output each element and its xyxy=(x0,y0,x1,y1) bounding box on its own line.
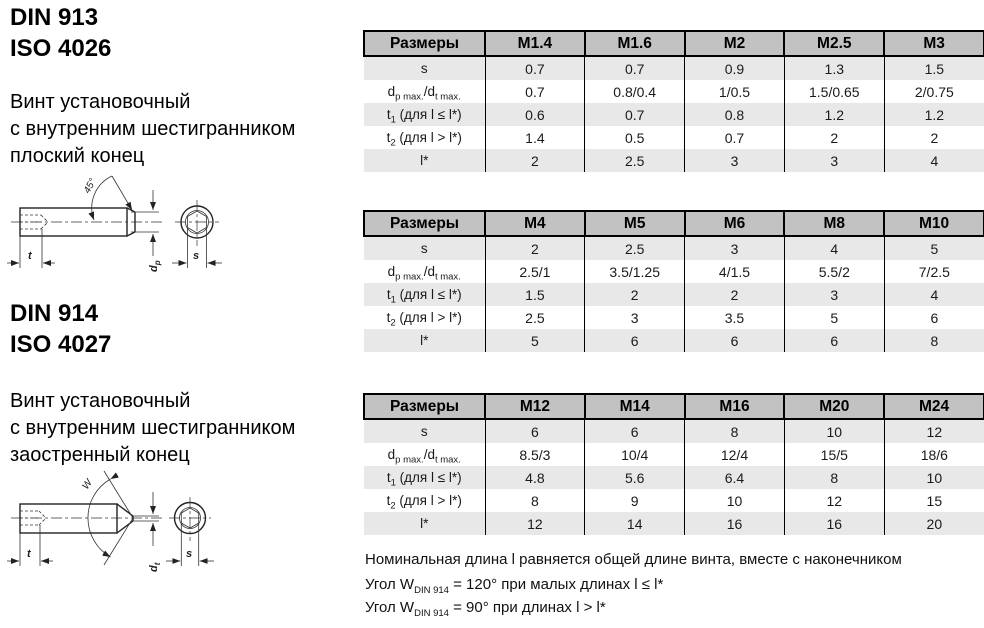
table-row xyxy=(364,306,984,329)
table-cell: 16 xyxy=(784,512,884,535)
table-row xyxy=(364,443,984,466)
table-cell: 2.5 xyxy=(585,149,685,172)
subscript: 1 xyxy=(390,294,396,306)
text-segment: /d xyxy=(423,447,435,462)
column-header: M5 xyxy=(585,211,685,236)
column-header: M1.4 xyxy=(485,31,585,56)
table-cell: 6 xyxy=(585,329,685,352)
table-cell: 18/6 xyxy=(884,443,984,466)
table-cell: 0.8 xyxy=(685,103,785,126)
end-view xyxy=(175,200,219,246)
table-cell: 1.5 xyxy=(485,283,585,306)
column-header: M16 xyxy=(685,394,785,419)
text-segment: t xyxy=(386,130,391,145)
column-header: M14 xyxy=(585,394,685,419)
row-label xyxy=(364,149,485,172)
table-cell: 1.3 xyxy=(784,56,884,80)
table-cell: 8 xyxy=(685,419,785,443)
column-header: M4 xyxy=(485,211,585,236)
table-cell: 2/0.75 xyxy=(884,80,984,103)
table-cell: 16 xyxy=(685,512,785,535)
subscript: t max. xyxy=(434,91,461,103)
iso-number: ISO 4026 xyxy=(10,35,112,62)
table-row xyxy=(364,489,984,512)
dimension-table xyxy=(363,393,984,535)
text-segment: s xyxy=(420,241,428,256)
socket-depth-label: t xyxy=(27,548,31,560)
text-segment: /d xyxy=(423,264,435,279)
row-label xyxy=(364,126,485,149)
hex-size-label: s xyxy=(193,250,200,262)
table-cell: 2 xyxy=(485,149,585,172)
text-segment: d xyxy=(387,447,396,462)
table-cell: 4.8 xyxy=(485,466,585,489)
text-segment: t xyxy=(386,493,391,508)
table-row xyxy=(364,512,984,535)
hex-size-dimension xyxy=(166,524,214,566)
table-cell: 6.4 xyxy=(685,466,785,489)
table-cell: 3.5/1.25 xyxy=(585,260,685,283)
table-cell: 2.5 xyxy=(585,236,685,260)
table-cell: 6 xyxy=(585,419,685,443)
column-header: M20 xyxy=(784,394,884,419)
text-segment: t xyxy=(386,470,391,485)
row-label xyxy=(364,306,485,329)
table-cell: 6 xyxy=(884,306,984,329)
table-cell: 1/0.5 xyxy=(685,80,785,103)
socket-depth-dimension xyxy=(7,229,55,268)
table-row xyxy=(364,56,984,80)
row-label xyxy=(364,283,485,306)
tip-diameter-label: $d_t$ xyxy=(148,562,162,572)
row-label xyxy=(364,56,485,80)
column-header: M8 xyxy=(784,211,884,236)
table-header-sizes: Размеры xyxy=(364,394,485,419)
description-line: с внутренним шестигранником xyxy=(10,118,296,140)
subscript: t max. xyxy=(434,454,461,466)
table-row xyxy=(364,283,984,306)
text-segment: t xyxy=(386,310,391,325)
text-segment: (для l ≤ l*) xyxy=(395,287,462,302)
subscript: t max. xyxy=(434,271,461,283)
table-cell: 2 xyxy=(784,126,884,149)
dimension-table-small xyxy=(363,30,984,172)
text-segment: (для l > l*) xyxy=(395,130,462,145)
table-cell: 0.7 xyxy=(585,56,685,80)
row-label xyxy=(364,419,485,443)
table-cell: 2 xyxy=(485,236,585,260)
table-cell: 12 xyxy=(485,512,585,535)
table-cell: 5 xyxy=(784,306,884,329)
description-line: заостренный конец xyxy=(10,444,190,466)
cone-point xyxy=(117,504,133,533)
text-segment: (для l ≤ l*) xyxy=(395,470,462,485)
text-segment: Угол W xyxy=(365,576,415,593)
table-cell: 2 xyxy=(585,283,685,306)
table-header-sizes: Размеры xyxy=(364,31,485,56)
subscript: 1 xyxy=(390,114,396,126)
text-segment: Номинальная длина l равняется общей длине винта, вместе с наконечником xyxy=(365,551,902,568)
row-label xyxy=(364,260,485,283)
table-cell: 12/4 xyxy=(685,443,785,466)
dimension-table-medium xyxy=(363,210,984,352)
table-cell: 2 xyxy=(884,126,984,149)
table-row xyxy=(364,329,984,352)
standard-heading-din913 xyxy=(10,2,111,64)
table-row xyxy=(364,260,984,283)
row-label xyxy=(364,443,485,466)
table-row xyxy=(364,466,984,489)
text-segment: l* xyxy=(420,153,429,168)
text-segment: = 120° при малых длинах l ≤ l* xyxy=(448,576,664,593)
text-segment: = 90° при длинах l > l* xyxy=(448,599,606,616)
table-cell: 2 xyxy=(685,283,785,306)
description-din914 xyxy=(10,388,295,469)
chamfer-angle-annotation xyxy=(82,176,132,220)
table-cell: 10/4 xyxy=(585,443,685,466)
text-segment: Угол W xyxy=(365,599,415,616)
dimension-table xyxy=(363,30,984,172)
table-cell: 1.2 xyxy=(884,103,984,126)
note-nominal-length xyxy=(365,551,902,568)
description-line: Винт установочный xyxy=(10,91,191,113)
table-cell: 5 xyxy=(485,329,585,352)
hex-size-label: s xyxy=(186,548,193,560)
table-cell: 3 xyxy=(685,149,785,172)
subscript: 2 xyxy=(390,137,396,149)
column-header: M1.6 xyxy=(585,31,685,56)
text-segment: s xyxy=(420,424,428,439)
table-cell: 12 xyxy=(784,489,884,512)
table-cell: 4 xyxy=(884,283,984,306)
screw-body xyxy=(20,504,117,533)
header-row xyxy=(364,394,984,419)
row-label xyxy=(364,103,485,126)
column-header: M2 xyxy=(685,31,785,56)
description-din913 xyxy=(10,89,295,170)
table-cell: 14 xyxy=(585,512,685,535)
row-label xyxy=(364,466,485,489)
table-cell: 4 xyxy=(784,236,884,260)
row-label xyxy=(364,489,485,512)
table-cell: 20 xyxy=(884,512,984,535)
table-cell: 4 xyxy=(884,149,984,172)
table-row xyxy=(364,419,984,443)
table-cell: 10 xyxy=(685,489,785,512)
table-row xyxy=(364,80,984,103)
text-segment: /d xyxy=(423,84,435,99)
table-cell: 0.7 xyxy=(485,80,585,103)
row-label xyxy=(364,80,485,103)
column-header: M24 xyxy=(884,394,984,419)
table-cell: 0.7 xyxy=(685,126,785,149)
table-row xyxy=(364,126,984,149)
table-cell: 8 xyxy=(485,489,585,512)
column-header: M6 xyxy=(685,211,785,236)
column-header: M2.5 xyxy=(784,31,884,56)
subscript: p max. xyxy=(395,91,424,103)
table-cell: 1.4 xyxy=(485,126,585,149)
note-angle-120 xyxy=(365,576,664,596)
text-segment: (для l > l*) xyxy=(395,493,462,508)
cone-angle-label: W xyxy=(80,477,95,492)
table-cell: 0.7 xyxy=(585,103,685,126)
column-header: M10 xyxy=(884,211,984,236)
note-angle-90 xyxy=(365,599,606,619)
header-row xyxy=(364,211,984,236)
din914-technical-drawing xyxy=(5,466,240,594)
table-cell: 0.5 xyxy=(585,126,685,149)
iso-number: ISO 4027 xyxy=(10,331,112,358)
text-segment: d xyxy=(387,264,396,279)
table-cell: 2.5 xyxy=(485,306,585,329)
subscript: DIN 914 xyxy=(414,585,449,596)
text-segment: s xyxy=(420,61,428,76)
text-segment: l* xyxy=(420,516,429,531)
text-segment: (для l ≤ l*) xyxy=(395,107,462,122)
table-cell: 6 xyxy=(784,329,884,352)
column-header: M12 xyxy=(485,394,585,419)
table-cell: 0.9 xyxy=(685,56,785,80)
table-cell: 8 xyxy=(784,466,884,489)
table-cell: 0.7 xyxy=(485,56,585,80)
table-header-sizes: Размеры xyxy=(364,211,485,236)
table-cell: 9 xyxy=(585,489,685,512)
header-row xyxy=(364,31,984,56)
table-row xyxy=(364,103,984,126)
subscript: 2 xyxy=(390,317,396,329)
table-cell: 5 xyxy=(884,236,984,260)
socket-depth-label: t xyxy=(28,250,32,262)
din-number: DIN 913 xyxy=(10,4,99,31)
subscript: DIN 914 xyxy=(414,608,449,619)
column-header: M3 xyxy=(884,31,984,56)
subscript: 1 xyxy=(390,477,396,489)
row-label xyxy=(364,512,485,535)
row-label xyxy=(364,329,485,352)
text-segment: (для l > l*) xyxy=(395,310,462,325)
text-segment: d xyxy=(387,84,396,99)
table-cell: 1.5 xyxy=(884,56,984,80)
table-row xyxy=(364,236,984,260)
socket-depth-dimension xyxy=(7,525,53,566)
table-cell: 3.5 xyxy=(685,306,785,329)
table-cell: 1.2 xyxy=(784,103,884,126)
subscript: p max. xyxy=(395,271,424,283)
table-cell: 3 xyxy=(685,236,785,260)
din-number: DIN 914 xyxy=(10,300,99,327)
din913-technical-drawing xyxy=(5,168,240,282)
standard-heading-din914 xyxy=(10,298,111,360)
point-diameter-label: $d_p$ xyxy=(148,260,162,272)
table-cell: 3 xyxy=(585,306,685,329)
table-cell: 3 xyxy=(784,149,884,172)
dimension-table-large xyxy=(363,393,984,535)
chamfer-angle-label: 45° xyxy=(81,176,99,196)
table-cell: 4/1.5 xyxy=(685,260,785,283)
table-cell: 2.5/1 xyxy=(485,260,585,283)
table-cell: 15 xyxy=(884,489,984,512)
text-segment: t xyxy=(386,287,391,302)
table-cell: 15/5 xyxy=(784,443,884,466)
table-cell: 0.8/0.4 xyxy=(585,80,685,103)
row-label xyxy=(364,236,485,260)
text-segment: l* xyxy=(420,333,429,348)
subscript: p max. xyxy=(395,454,424,466)
table-cell: 6 xyxy=(685,329,785,352)
tip-diameter-dimension xyxy=(133,492,162,572)
dimension-table xyxy=(363,210,984,352)
description-line: Винт установочный xyxy=(10,390,191,412)
subscript: 2 xyxy=(390,500,396,512)
table-cell: 10 xyxy=(884,466,984,489)
end-view xyxy=(169,497,211,541)
table-cell: 10 xyxy=(784,419,884,443)
text-segment: t xyxy=(386,107,391,122)
table-cell: 12 xyxy=(884,419,984,443)
table-cell: 5.5/2 xyxy=(784,260,884,283)
table-cell: 8.5/3 xyxy=(485,443,585,466)
table-cell: 5.6 xyxy=(585,466,685,489)
table-cell: 0.6 xyxy=(485,103,585,126)
description-line: с внутренним шестигранником xyxy=(10,417,296,439)
description-line: плоский конец xyxy=(10,145,145,167)
table-row xyxy=(364,149,984,172)
table-cell: 7/2.5 xyxy=(884,260,984,283)
table-cell: 6 xyxy=(485,419,585,443)
table-cell: 1.5/0.65 xyxy=(784,80,884,103)
table-cell: 3 xyxy=(784,283,884,306)
table-cell: 8 xyxy=(884,329,984,352)
